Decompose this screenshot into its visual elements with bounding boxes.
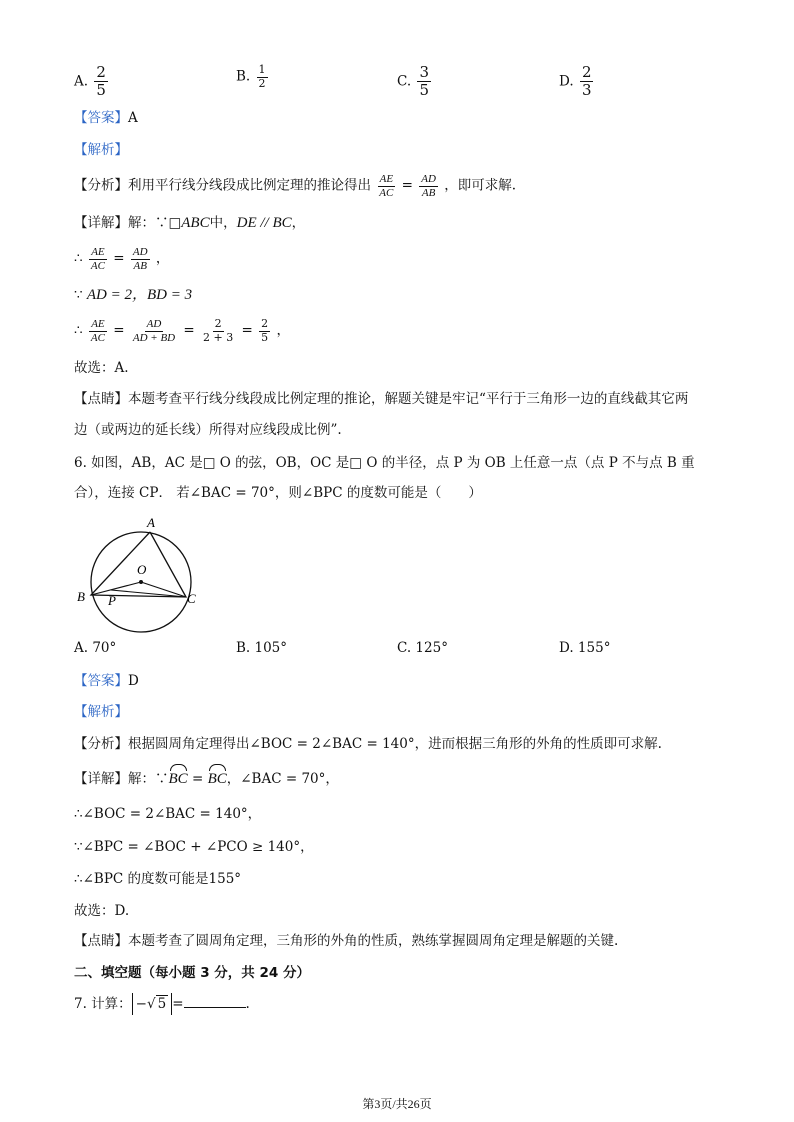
- section2-title: 二、填空题（每小题 3 分，共 24 分）: [74, 965, 310, 981]
- q6-dianjing: 【点睛】本题考查了圆周角定理，三角形的外角的性质，熟练掌握圆周角定理是解题的关键.: [74, 933, 619, 949]
- label-a: A: [147, 515, 155, 530]
- q5-dianjing-line1: 【点睛】本题考查平行线分线段成比例定理的推论，解题关键是牢记“平行于三角形一边的直线截其它两: [74, 391, 689, 407]
- q5-choose: 故选：A.: [74, 360, 129, 376]
- q5-step2: ∵ AD = 2，BD = 3: [74, 287, 193, 303]
- label-b: B: [77, 589, 85, 604]
- q5-option-d: D. $\frac{2}{3}$: [559, 63, 592, 100]
- q6-option-c: C. 125°: [397, 640, 448, 656]
- q6-step2: ∵∠BPC = ∠BOC + ∠PCO ≥ 140°，: [74, 839, 314, 855]
- point-o: [139, 580, 143, 584]
- page-footer: 第3页/共26页: [362, 1097, 432, 1111]
- label-o: O: [137, 562, 147, 577]
- q5-option-a: A. $\frac{2}{5}$: [74, 63, 106, 100]
- q5-detail: 【详解】解：∵□ABC中，DE // BC，: [74, 215, 306, 231]
- q7-answer-blank: [184, 995, 246, 1008]
- q6-option-a: A. 70°: [74, 640, 117, 656]
- q5-option-c: C. $\frac{3}{5}$: [397, 63, 429, 100]
- q6-choose: 故选：D.: [74, 903, 130, 919]
- q6-step3: ∴∠BPC 的度数可能是155°: [74, 871, 242, 887]
- q6-stem-line2: 合），连接 CP． 若∠BAC = 70°，则∠BPC 的度数可能是（ ）: [74, 485, 482, 501]
- q5-fenxi: 【分析】利用平行线分线段成比例定理的推论得出 $\frac{AE}{AC}$ = $\frac{AD}{AB}$ ，即可求解.: [74, 173, 517, 199]
- q6-detail: 【详解】解：∵BC = BC，∠BAC = 70°，: [74, 768, 339, 790]
- label-p: P: [108, 593, 116, 608]
- q5-analysis-tag: 【解析】: [74, 142, 128, 158]
- segment-ob: [91, 582, 141, 595]
- q6-figure: [74, 512, 214, 637]
- q7-stem: 7. 计算： −√ 5 = .: [74, 993, 250, 1015]
- label-c: C: [187, 591, 196, 606]
- q6-analysis-tag: 【解析】: [74, 704, 128, 720]
- q6-answer: 【答案】D: [74, 673, 139, 689]
- q5-step3: ∴ $\frac{AE}{AC}$ = $\frac{AD}{AD + BD}$ = $\frac{2}{2 + 3}$ = $\frac{2}{5}$ ，: [74, 317, 290, 344]
- q6-stem-line1: 6. 如图，AB，AC 是□ O 的弦，OB，OC 是□ O 的半径，点 P 为 OB 上任意一点（点 P 不与点 B 重: [74, 455, 695, 471]
- q6-step1: ∴∠BOC = 2∠BAC = 140°，: [74, 806, 262, 822]
- q6-option-d: D. 155°: [559, 640, 611, 656]
- q6-fenxi: 【分析】根据圆周角定理得出∠BOC = 2∠BAC = 140°，进而根据三角形的外角的性质即可求解.: [74, 736, 662, 752]
- q5-step1: ∴ $\frac{AE}{AC}$ = $\frac{AD}{AB}$ ，: [74, 246, 170, 272]
- q5-dianjing-line2: 边（或两边的延长线）所得对应线段成比例”.: [74, 422, 342, 438]
- q6-option-b: B. 105°: [236, 640, 288, 656]
- q5-answer: 【答案】A: [74, 110, 138, 126]
- q5-option-b: B. $\frac{1}{2}$: [236, 63, 266, 90]
